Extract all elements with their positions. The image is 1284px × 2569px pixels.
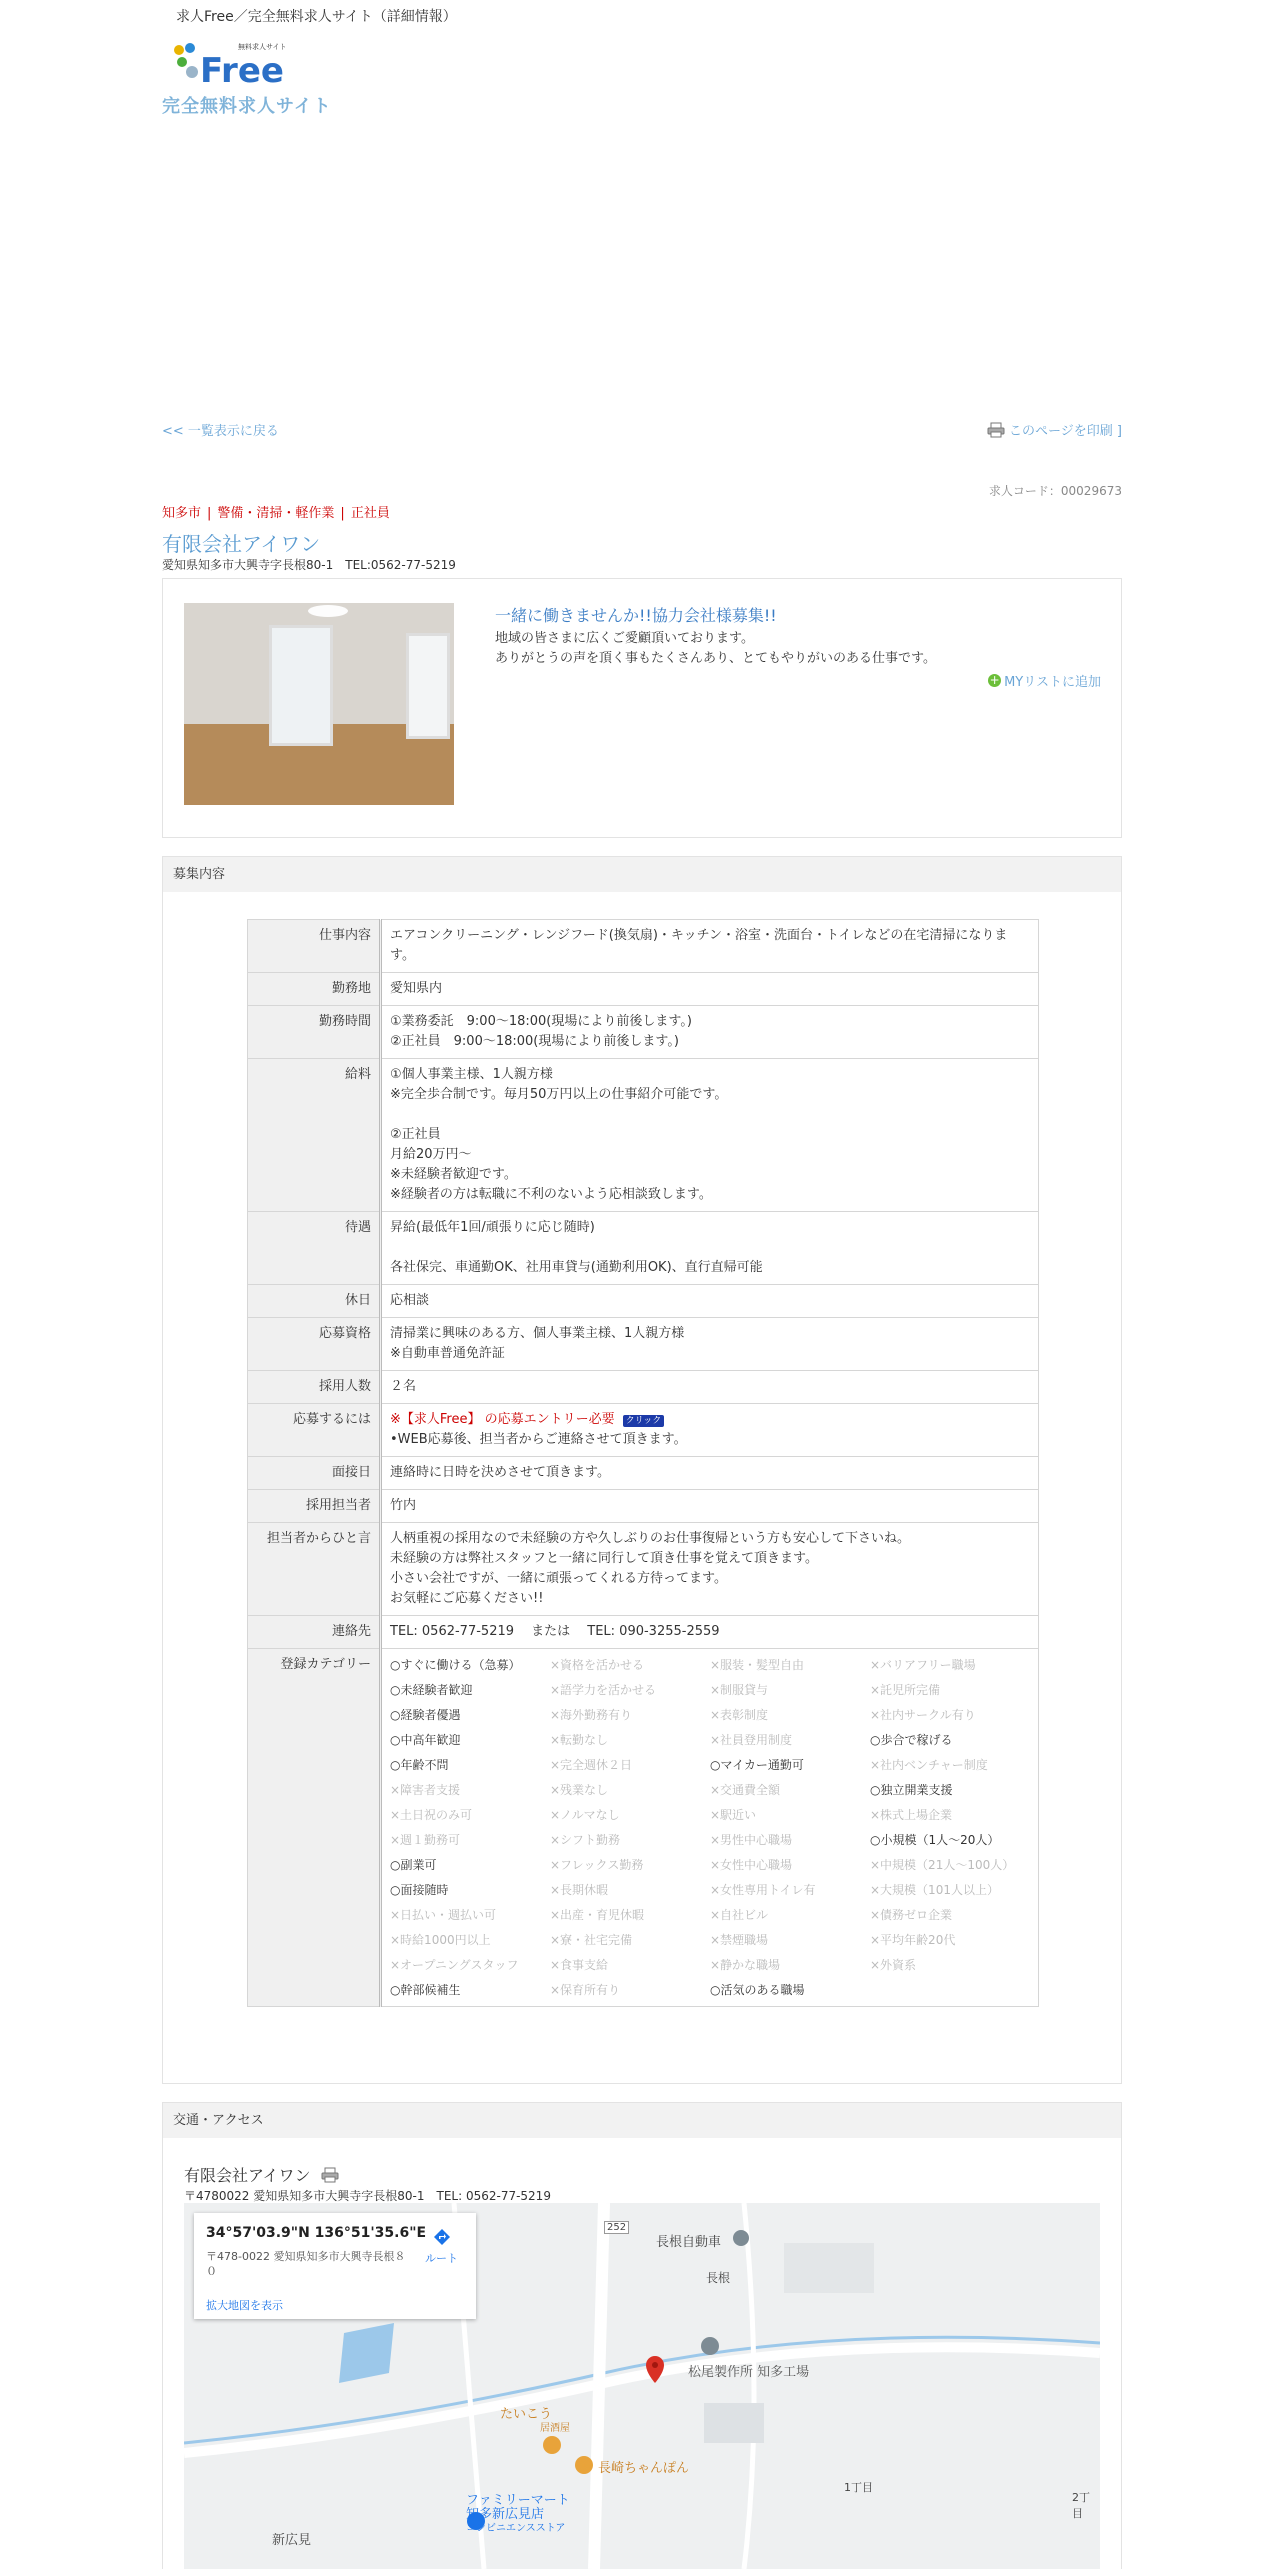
recruit-row: [248, 1371, 1039, 1404]
category-item: ○未経験者歓迎: [390, 1683, 473, 1697]
category-item: ×自社ビル: [710, 1908, 769, 1922]
recruit-row-value: [381, 920, 1039, 973]
category-item: ○面接随時: [390, 1883, 449, 1897]
print-page-link[interactable]: [987, 420, 1122, 439]
access-company: [184, 2163, 339, 2186]
recruit-row-label: 応募するには: [248, 1404, 381, 1457]
desc-line: ありがとうの声を頂く事もたくさんあり、とてもやりがいのある仕事です。: [495, 651, 936, 666]
logo-text: Free: [200, 51, 284, 90]
category-item: ○中高年歓迎: [390, 1733, 461, 1747]
recruit-row-label: 給料: [248, 1059, 381, 1212]
recruit-section: [162, 856, 1122, 2084]
recruit-row-value: [381, 1371, 1039, 1404]
map-label-garage: 長根自動車: [656, 2235, 722, 2250]
map-label-chome1: 1丁目: [844, 2481, 873, 2494]
category-item: ×大規模（101人以上）: [870, 1883, 999, 1897]
recruit-row-label: 連絡先: [248, 1616, 381, 1649]
recruit-row-label: 勤務地: [248, 973, 381, 1006]
map-label-izakaya: たいこう: [500, 2407, 553, 2422]
recruit-value-text: 清掃業に興味のある方、個人事業主様、1人親方様 ※自動車普通免許証: [390, 1326, 685, 1361]
job-code: 求人コード：00029673: [988, 484, 1122, 498]
recruit-row-value: [381, 1616, 1039, 1649]
map-label-conv: ファミリーマート: [466, 2493, 570, 2508]
category-item: ×駅近い: [710, 1808, 757, 1822]
recruit-value-text: 竹内: [390, 1498, 417, 1513]
recruit-row-value: [381, 1006, 1039, 1059]
recruit-value-text: ①業務委託 9:00～18:00(現場により前後します。) ②正社員 9:00～18:00(現場により前後します。): [390, 1014, 692, 1049]
job-description: [495, 629, 936, 669]
category-list: [381, 1649, 1039, 2007]
category-item: ×出産・育児休暇: [550, 1908, 645, 1922]
mylist-label: MYリストに追加: [1004, 675, 1101, 690]
recruit-heading: 募集内容: [163, 857, 1121, 892]
category-item: ×静かな職場: [710, 1958, 781, 1972]
recruit-row-label: 待遇: [248, 1212, 381, 1285]
recruit-row-label: 登録カテゴリー: [248, 1649, 381, 2007]
category-item: ○歩合で稼げる: [870, 1733, 953, 1747]
category-item: ×転勤なし: [550, 1733, 609, 1747]
recruit-row: [248, 1059, 1039, 1212]
recruit-row-value: [381, 1318, 1039, 1371]
recruit-row: [248, 1006, 1039, 1059]
category-item: ×保育所有り: [550, 1983, 621, 1997]
recruit-value-text: 昇給(最低年1回/頑張りに応じ随時) 各社保完、車通勤OK、社用車貸与(通勤利用OK)、直行直帰可能: [390, 1220, 763, 1275]
recruit-table: [247, 919, 1039, 2007]
map-label-izakaya-sub: 居酒屋: [540, 2423, 570, 2434]
click-badge[interactable]: クリック: [623, 1415, 665, 1427]
category-item: ×制服貸与: [710, 1683, 769, 1697]
back-to-list-link[interactable]: << 一覧表示に戻る: [162, 424, 279, 439]
category-item: ×バリアフリー職場: [870, 1658, 976, 1672]
category-item: ×資格を活かせる: [550, 1658, 645, 1672]
category-item: ×週１勤務可: [390, 1833, 461, 1847]
recruit-row: [248, 1616, 1039, 1649]
site-title: 求人Free／完全無料求人サイト（詳細情報）: [176, 9, 457, 25]
recruit-row-label: 面接日: [248, 1457, 381, 1490]
access-heading: 交通・アクセス: [163, 2103, 1121, 2138]
recruit-row: [248, 1404, 1039, 1457]
recruit-row-label: 勤務時間: [248, 1006, 381, 1059]
company-address: 愛知県知多市大興寺字長根80-1 TEL:0562-77-5219: [162, 558, 456, 572]
category-item: ×外資系: [870, 1958, 917, 1972]
category-item: ×禁煙職場: [710, 1933, 769, 1947]
map-info-card: [194, 2213, 476, 2319]
recruit-row: [248, 1490, 1039, 1523]
category-item: ○経験者優遇: [390, 1708, 461, 1722]
recruit-row: [248, 973, 1039, 1006]
logo-tagline: 無料求人サイト: [238, 43, 287, 51]
recruit-row-value: [381, 1285, 1039, 1318]
category-item: ×表彰制度: [710, 1708, 769, 1722]
print-label: このページを印刷 ]: [1009, 424, 1122, 439]
map-coordinates: 34°57'03.9"N 136°51'35.6"E: [206, 2225, 427, 2241]
category-breadcrumb: 知多市 | 警備・清掃・軽作業 | 正社員: [162, 506, 390, 521]
map-label-conv-branch: 知多新広見店: [466, 2507, 545, 2522]
recruit-row-label: 採用担当者: [248, 1490, 381, 1523]
map-route-button[interactable]: [425, 2227, 458, 2266]
route-label: ルート: [425, 2252, 458, 2265]
map-label-conv-sub: コンビニエンスストア: [466, 2523, 566, 2534]
category-item: ×日払い・週払い可: [390, 1908, 497, 1922]
access-address: 〒4780022 愛知県知多市大興寺字長根80-1 TEL: 0562-77-5219: [184, 2189, 551, 2203]
category-item: ×完全週休２日: [550, 1758, 633, 1772]
recruit-row-label: 担当者からひと言: [248, 1523, 381, 1616]
category-item: ○年齢不問: [390, 1758, 449, 1772]
map-label-area: 長根: [706, 2271, 731, 2285]
recruit-row-value: [381, 1404, 1039, 1457]
directions-icon: [432, 2227, 452, 2247]
company-name: 有限会社アイワン: [162, 532, 321, 556]
recruit-value-text: ①個人事業主様、1人親方様 ※完全歩合制です。毎月50万円以上の仕事紹介可能です。 ②正社員 月給20万円～ ※未経験者歓迎です。 ※経験者の方は転職に不利のないよう応相談致します。: [390, 1067, 728, 1202]
crumb-area[interactable]: 知多市: [162, 506, 202, 521]
recruit-row: [248, 1285, 1039, 1318]
recruit-row: [248, 1318, 1039, 1371]
category-item: ×オープニングスタッフ: [390, 1958, 519, 1972]
recruit-row-label: 応募資格: [248, 1318, 381, 1371]
category-item: ×社内ベンチャー制度: [870, 1758, 988, 1772]
category-item: ×寮・社宅完備: [550, 1933, 633, 1947]
recruit-row-value: [381, 1490, 1039, 1523]
recruit-row-label: 採用人数: [248, 1371, 381, 1404]
map-label-ramen: 長崎ちゃんぽん: [598, 2461, 690, 2476]
plus-icon: +: [989, 673, 1000, 687]
category-item: ×ノルマなし: [550, 1808, 620, 1822]
map-label-factory: 松尾製作所 知多工場: [688, 2365, 810, 2380]
category-item: ×長期休暇: [550, 1883, 609, 1897]
access-company-name: 有限会社アイワン: [184, 2166, 311, 2185]
category-item: ×服装・髪型自由: [710, 1658, 805, 1672]
recruit-row-value: [381, 973, 1039, 1006]
recruit-row-categories: [248, 1649, 1039, 2007]
recruit-value-text: エアコンクリーニング・レンジフード(換気扇)・キッチン・浴室・洗面台・トイレなどの在宅清掃になります。: [390, 928, 1008, 963]
category-item: ○すぐに働ける（急募）: [390, 1658, 521, 1672]
category-item: ×社員登用制度: [710, 1733, 793, 1747]
category-item: ×障害者支援: [390, 1783, 461, 1797]
map-address: 〒478-0022 愛知県知多市大興寺長根８０: [206, 2250, 406, 2278]
apply-entry-note[interactable]: ※【求人Free】 の応募エントリー必要: [390, 1412, 615, 1427]
category-item: ×残業なし: [550, 1783, 609, 1797]
category-item: ○独立開業支援: [870, 1783, 953, 1797]
recruit-row-value: [381, 1212, 1039, 1285]
category-item: ×フレックス勤務: [550, 1858, 644, 1872]
recruit-row-value: [381, 1523, 1039, 1616]
category-item: ×女性中心職場: [710, 1858, 793, 1872]
printer-icon: [987, 422, 1005, 438]
category-item: ×株式上場企業: [870, 1808, 953, 1822]
category-item: ×シフト勤務: [550, 1833, 621, 1847]
job-summary-card: [162, 578, 1122, 838]
access-section: [162, 2102, 1122, 2569]
category-item: ×食事支給: [550, 1958, 609, 1972]
recruit-row-label: 休日: [248, 1285, 381, 1318]
map-label-area2: 新広見: [272, 2533, 312, 2548]
category-item: ×語学力を活かせる: [550, 1683, 657, 1697]
category-item: ×女性専用トイレ有: [710, 1883, 816, 1897]
recruit-value-text: 人柄重視の採用なので未経験の方や久しぶりのお仕事復帰という方も安心して下さいね。 未経験の方は弊社スタッフと一緒に同行して頂き仕事を覚えて頂きます。 小さい会社ですが、一緒に頑張ってくれる方待ってます。 お気軽にご応募ください!!: [390, 1531, 911, 1606]
recruit-row: [248, 1212, 1039, 1285]
category-item: ○小規模（1人～20人）: [870, 1833, 1000, 1847]
category-item: ×中規模（21人～100人）: [870, 1858, 1015, 1872]
category-item: ×男性中心職場: [710, 1833, 793, 1847]
map-label-chome2: 2丁目: [1072, 2491, 1090, 2520]
recruit-value-text: •WEB応募後、担当者からご連絡させて頂きます。: [390, 1432, 687, 1447]
site-logo[interactable]: [170, 40, 310, 90]
recruit-value-text: 連絡時に日時を決めさせて頂きます。: [390, 1465, 610, 1480]
add-to-mylist-button[interactable]: [988, 671, 1101, 690]
category-item: ×社内サークル有り: [870, 1708, 976, 1722]
job-headline: 一緒に働きませんか!!協力会社様募集!!: [495, 606, 777, 625]
recruit-row: [248, 920, 1039, 973]
category-item: ×交通費全額: [710, 1783, 781, 1797]
map-road-number: 252: [604, 2221, 629, 2234]
category-item: ×土日祝のみ可: [390, 1808, 473, 1822]
category-item: ×時給1000円以上: [390, 1933, 491, 1947]
recruit-value-text: 愛知県内: [390, 981, 443, 996]
recruit-row-value: [381, 1457, 1039, 1490]
category-item: ○幹部候補生: [390, 1983, 461, 1997]
recruit-value-text: 応相談: [390, 1293, 430, 1308]
logo-graphic: [170, 40, 310, 90]
google-map[interactable]: [184, 2203, 1100, 2569]
recruit-value-text: ２名: [390, 1379, 417, 1394]
crumb-employment[interactable]: 正社員: [350, 506, 390, 521]
recruit-value-text: TEL: 0562-77-5219 または TEL: 090-3255-2559: [390, 1624, 720, 1639]
category-item: ×海外勤務有り: [550, 1708, 633, 1722]
recruit-row: [248, 1457, 1039, 1490]
category-item: ×託児所完備: [870, 1683, 941, 1697]
recruit-row-value: [381, 1059, 1039, 1212]
category-item: ×平均年齢20代: [870, 1933, 956, 1947]
job-photo: [184, 603, 454, 805]
category-item: ×債務ゼロ企業: [870, 1908, 953, 1922]
category-item: ○活気のある職場: [710, 1983, 805, 1997]
enlarge-map-link[interactable]: 拡大地図を表示: [206, 2299, 283, 2312]
recruit-row: [248, 1523, 1039, 1616]
printer-icon[interactable]: [321, 2167, 339, 2183]
recruit-row-label: 仕事内容: [248, 920, 381, 973]
category-item: ○副業可: [390, 1858, 437, 1872]
logo-subtitle: 完全無料求人サイト: [162, 96, 332, 117]
crumb-industry[interactable]: 警備・清掃・軽作業: [217, 506, 335, 521]
desc-line: 地域の皆さまに広くご愛顧頂いております。: [495, 631, 754, 646]
category-item: ○マイカー通勤可: [710, 1758, 804, 1772]
